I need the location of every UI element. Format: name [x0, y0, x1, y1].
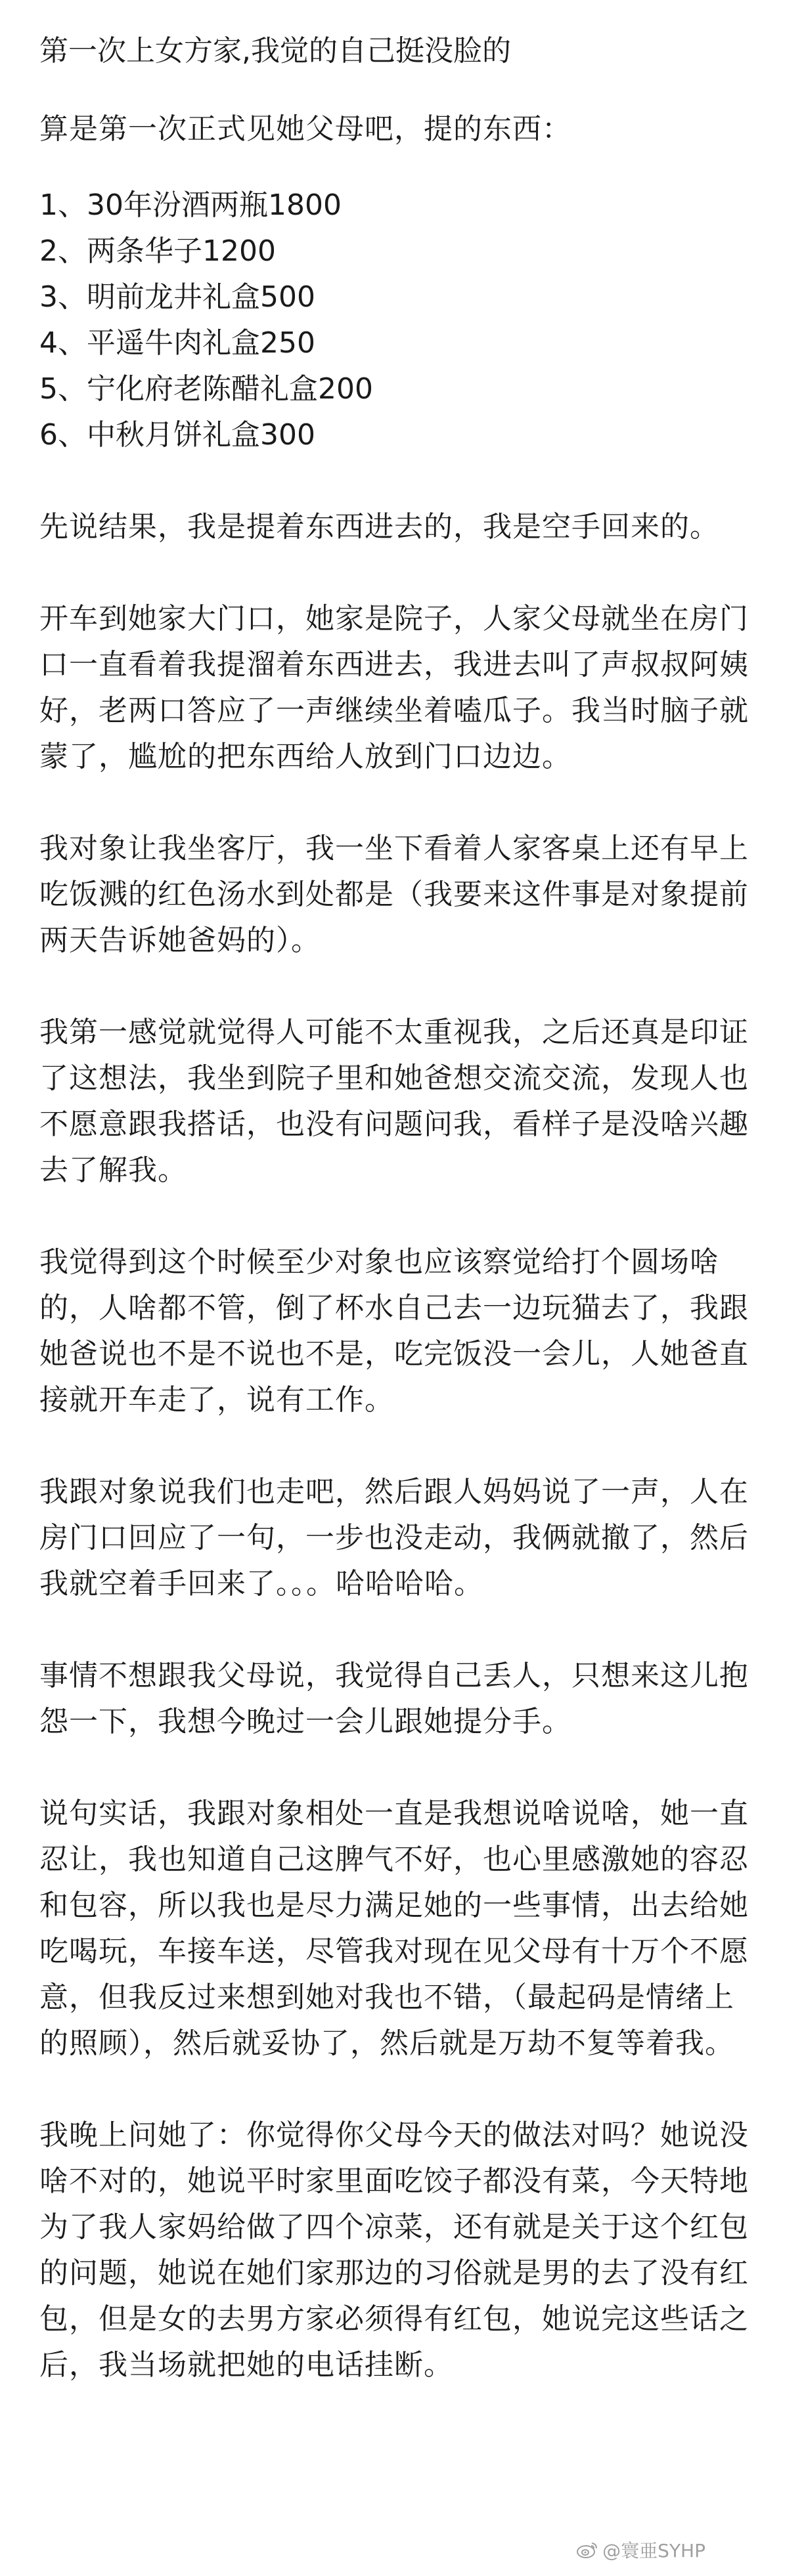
paragraph-result: 先说结果，我是提着东西进去的，我是空手回来的。 [39, 510, 719, 544]
paragraph-leaving: 我跟对象说我们也走吧，然后跟人妈妈说了一声，人在房门口回应了一句，一步也没走动，我俩就撤了，然后我就空着手回来了。。。哈哈哈哈。 [39, 1475, 749, 1600]
gift-item-3: 3、明前龙井礼盒500 [39, 280, 315, 314]
paragraph-first-feeling: 我第一感觉就觉得人可能不太重视我，之后还真是印证了这想法，我坐到院子里和她爸想交流交流，发现人也不愿意跟我搭话，也没有问题问我，看样子是没啥兴趣去了解我。 [39, 1016, 749, 1187]
paragraph-living-room: 我对象让我坐客厅，我一坐下看着人家客桌上还有早上吃饭溅的红色汤水到处都是（我要来这件事是对象提前两天告诉她爸妈的）。 [39, 832, 749, 957]
paragraph-partner-reaction: 我觉得到这个时候至少对象也应该察觉给打个圆场啥的，人啥都不管，倒了杯水自己去一边玩猫去了，我跟她爸说也不是不说也不是，吃完饭没一会儿，人她爸直接就开车走了，说有工作。 [39, 1245, 749, 1417]
gift-item-2: 2、两条华子1200 [39, 234, 276, 268]
gift-item-5: 5、宁化府老陈醋礼盒200 [39, 372, 373, 406]
gift-list [39, 182, 762, 458]
post-body [39, 20, 762, 2434]
gift-item-1: 1、30年汾酒两瓶1800 [39, 188, 342, 222]
watermark [576, 2537, 705, 2563]
paragraph-breakup-thought: 事情不想跟我父母说，我觉得自己丢人，只想来这儿抱怨一下，我想今晚过一会儿跟她提分手。 [39, 1659, 749, 1738]
paragraph-relationship: 说句实话，我跟对象相处一直是我想说啥说啥，她一直忍让，我也知道自己这脾气不好，也心里感激她的容忍和包容，所以我也是尽力满足她的一些事情，出去给她吃喝玩，车接车送，尽管我对现在见父母有十万个不愿意，但我反过来想到她对我也不错，（最起码是情绪上的照顾），然后就妥协了，然后就是万劫不复等着我。 [39, 1797, 749, 2060]
post-title: 第一次上女方家,我觉的自己挺没脸的 [39, 34, 511, 68]
watermark-text: @寰亜SYHP [602, 2540, 705, 2562]
paragraph-arrival: 开车到她家大门口，她家是院子，人家父母就坐在房门口一直看着我提溜着东西进去，我进去叫了声叔叔阿姨好，老两口答应了一声继续坐着嗑瓜子。我当时脑子就蒙了，尴尬的把东西给人放到门口边边。 [39, 602, 749, 773]
gift-item-6: 6、中秋月饼礼盒300 [39, 418, 315, 452]
post-intro: 算是第一次正式见她父母吧，提的东西： [39, 112, 571, 146]
paragraph-phone-call: 我晚上问她了：你觉得你父母今天的做法对吗？她说没啥不对的，她说平时家里面吃饺子都没有菜，今天特地为了我人家妈给做了四个凉菜，还有就是关于这个红包的问题，她说在她们家那边的习俗就是男的去了没有红包，但是女的去男方家必须得有红包，她说完这些话之后，我当场就把她的电话挂断。 [39, 2118, 749, 2382]
weibo-icon [576, 2541, 598, 2559]
gift-item-4: 4、平遥牛肉礼盒250 [39, 326, 315, 360]
